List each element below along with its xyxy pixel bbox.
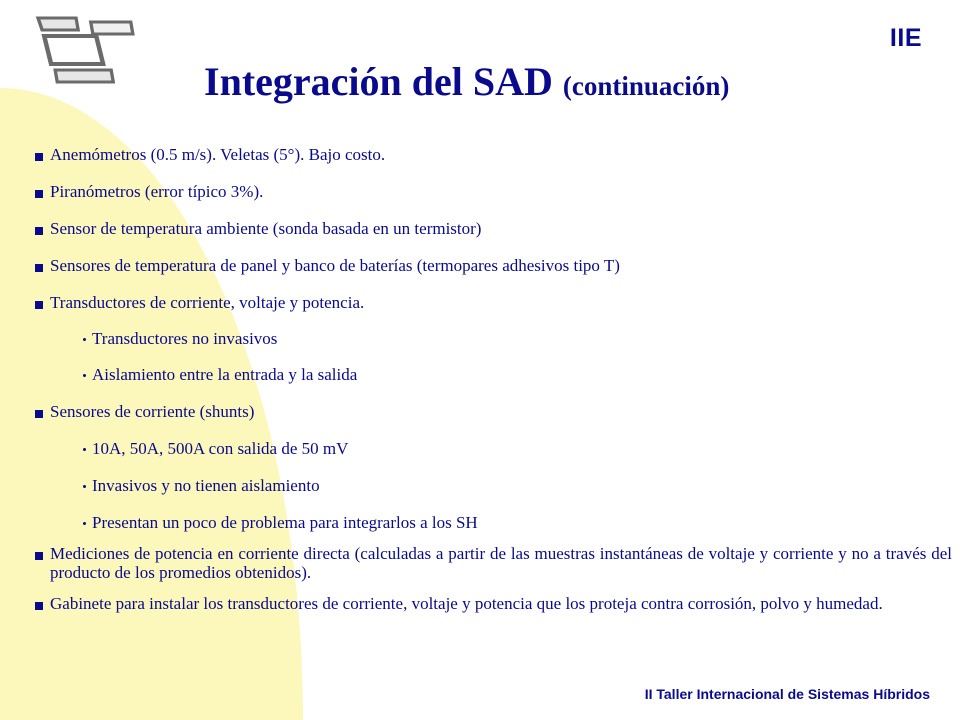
bullet-item: Transductores de corriente, voltaje y potencia.	[34, 293, 952, 312]
bullet-item: Sensor de temperatura ambiente (sonda basada en un termistor)	[34, 219, 952, 238]
footer-text: II Taller Internacional de Sistemas Híbridos	[644, 686, 930, 702]
title-main: Integración del SAD	[204, 59, 553, 104]
bullet-item: Sensores de temperatura de panel y banco de baterías (termopares adhesivos tipo T)	[34, 256, 952, 275]
sub-bullet-item: Aislamiento entre la entrada y la salida	[34, 365, 952, 384]
sub-bullet-item: Transductores no invasivos	[34, 329, 952, 348]
bullet-item: Sensores de corriente (shunts)	[34, 402, 952, 421]
bullet-item: Gabinete para instalar los transductores de corriente, voltaje y potencia que los proteja contra corrosión, polvo y humedad.	[34, 594, 952, 613]
bullet-item: Piranómetros (error típico 3%).	[34, 182, 952, 201]
bullet-item: Mediciones de potencia en corriente directa (calculadas a partir de las muestras instantáneas de voltaje y corriente y no a través del producto de los promedios obtenidos).	[34, 544, 952, 582]
bullet-list	[34, 145, 952, 613]
title-subtitle: (continuación)	[562, 71, 730, 101]
bullet-item: Anemómetros (0.5 m/s). Veletas (5°). Bajo costo.	[34, 145, 952, 164]
org-label: IIE	[889, 24, 922, 52]
sub-bullet-item: 10A, 50A, 500A con salida de 50 mV	[34, 439, 952, 458]
sub-bullet-item: Presentan un poco de problema para integrarlos a los SH	[34, 513, 952, 532]
sub-bullet-item: Invasivos y no tienen aislamiento	[34, 476, 952, 495]
iie-logo-icon	[14, 12, 144, 86]
page-title	[204, 58, 729, 105]
